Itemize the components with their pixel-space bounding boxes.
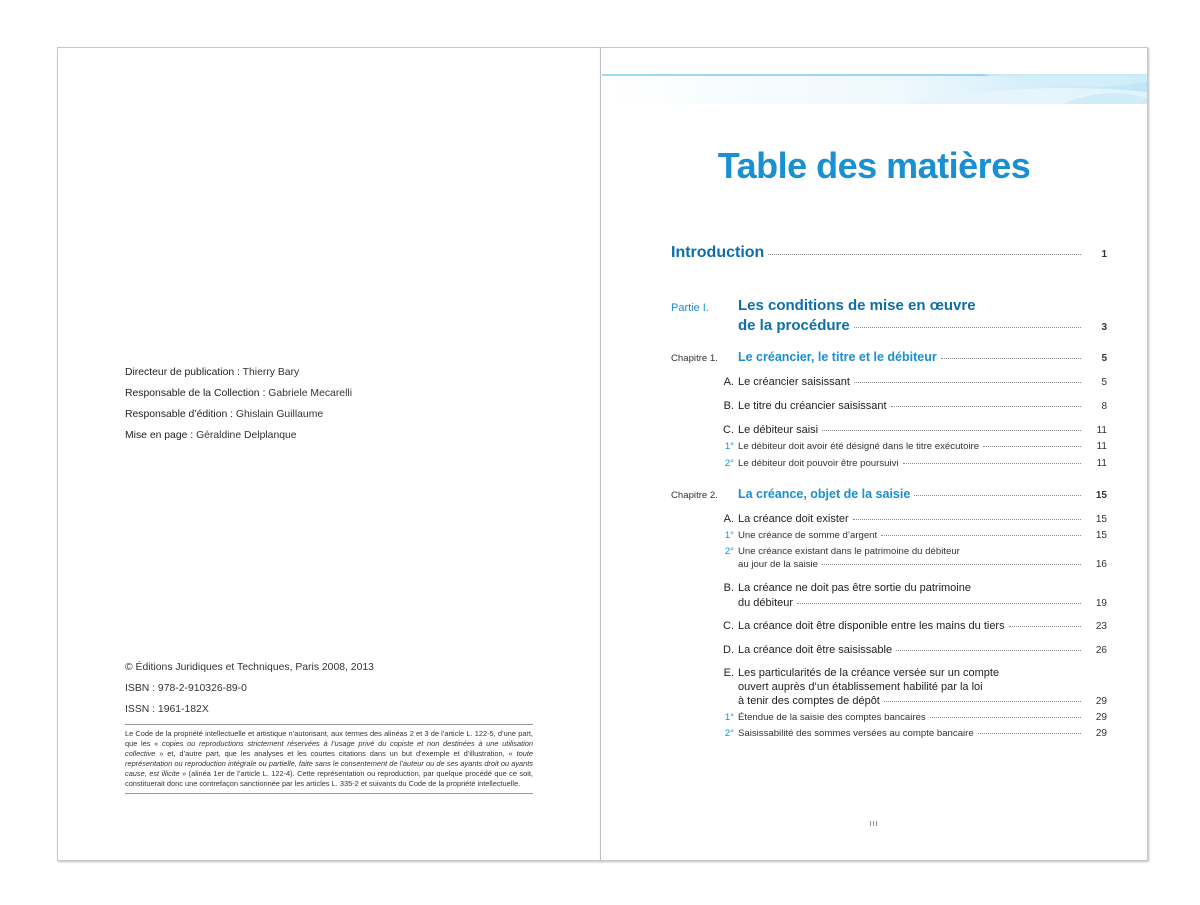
page-number: 15 [1095, 514, 1107, 525]
dot-leader [853, 519, 1081, 520]
page-number: 3 [1101, 322, 1107, 333]
section-key: E. [723, 667, 734, 679]
toc-entry-subsection[interactable] [738, 559, 1107, 570]
credit-label: Mise en page : [125, 430, 194, 441]
page-number: 16 [1095, 559, 1107, 570]
page-number: 5 [1101, 377, 1107, 388]
subsection-key: 1° [724, 712, 734, 723]
part-label: Partie I. [671, 302, 709, 314]
toc-entry-section[interactable] [738, 376, 1107, 388]
page-number: 15 [1095, 490, 1107, 501]
section-title: Le créancier saisissant [738, 376, 850, 388]
issn-line: ISSN : 1961-182X [125, 704, 209, 715]
credit-value: Ghislain Guillaume [235, 409, 324, 420]
section-title: La créance doit être saisissable [738, 644, 893, 656]
toc-entry-subsection[interactable] [738, 441, 1107, 452]
subsection-key: 2° [724, 546, 734, 557]
subsection-title: Étendue de la saisie des comptes bancaires [738, 712, 926, 723]
legal-text: Le Code de la propriété intellectuelle et artistique n’autorisant, aux termes des alinéas 2 et 3 de l’article L. 122-5, d’une part, que les « [125, 729, 533, 749]
subsection-key: 1° [724, 441, 734, 452]
subsection-key: 2° [724, 458, 734, 469]
chapter-title: La créance, objet de la saisie [738, 487, 911, 501]
section-title: La créance doit exister [738, 513, 849, 525]
section-title-line3: à tenir des comptes de dépôt [738, 695, 880, 707]
credit-line [125, 383, 352, 404]
part-title-line2: de la procédure [738, 317, 850, 334]
dot-leader [914, 495, 1081, 496]
section-title-line1: Les particularités de la créance versée sur un compte [738, 667, 1000, 679]
chapter-label: Chapitre 1. [671, 353, 718, 364]
dot-leader [896, 650, 1081, 651]
subsection-title: Saisissabilité des sommes versées au compte bancaire [738, 728, 974, 739]
toc-entry-subsection[interactable] [738, 530, 1107, 541]
credit-line [125, 362, 352, 383]
wave-graphic [602, 74, 1147, 104]
page-number: 11 [1096, 458, 1107, 469]
dot-leader [854, 382, 1081, 383]
page-number: 11 [1096, 425, 1107, 436]
section-title: Le titre du créancier saisissant [738, 400, 887, 412]
page-folio: III [869, 821, 879, 828]
section-key: C. [723, 620, 734, 632]
credit-label: Responsable de la Collection : [125, 388, 266, 399]
chapter-title: Le créancier, le titre et le débiteur [738, 350, 937, 364]
legal-notice [125, 724, 533, 794]
toc-entry-chapter-2[interactable] [738, 487, 1107, 501]
dot-leader [983, 446, 1081, 447]
section-title-line1: La créance ne doit pas être sortie du patrimoine [738, 582, 971, 594]
subsection-title: Une créance de somme d’argent [738, 530, 878, 541]
dot-leader [822, 430, 1081, 431]
subsection-title: Le débiteur doit avoir été désigné dans le titre exécutoire [738, 441, 980, 452]
decorative-wave-band [602, 74, 1147, 104]
dot-leader [822, 564, 1081, 565]
section-key: B. [723, 582, 734, 594]
toc-entry-subsection[interactable] [738, 458, 1107, 469]
credit-label: Directeur de publication : [125, 367, 240, 378]
toc-entry-subsection[interactable] [738, 728, 1107, 739]
dot-leader [854, 327, 1081, 328]
toc-entry-subsection[interactable] [738, 712, 1107, 723]
section-title-line2: du débiteur [738, 597, 794, 609]
part-title-line1: Les conditions de mise en œuvre [738, 297, 976, 314]
toc-entry-section[interactable] [738, 620, 1107, 632]
page-number: 11 [1096, 441, 1107, 452]
section-title: Le débiteur saisi [738, 424, 819, 436]
subsection-title-line2: au jour de la saisie [738, 559, 818, 570]
credit-value: Gabriele Mecarelli [268, 388, 352, 399]
page-number: 29 [1095, 728, 1107, 739]
legal-quote: toute représentation ou reproduction intégrale ou partielle, faite sans le consentement de l’auteur ou de ses ayants droit ou ayants cause, est illicite [125, 749, 534, 779]
credit-line [125, 404, 352, 425]
section-key: C. [723, 424, 734, 436]
dot-leader [884, 701, 1081, 702]
dot-leader [978, 733, 1081, 734]
section-key: A. [723, 376, 734, 388]
subsection-title: Le débiteur doit pouvoir être poursuivi [738, 458, 899, 469]
dot-leader [903, 463, 1081, 464]
copyright-line: © Éditions Juridiques et Techniques, Paris 2008, 2013 [125, 662, 374, 673]
chapter-label: Chapitre 2. [671, 490, 718, 501]
subsection-key: 1° [724, 530, 734, 541]
page-number: 29 [1095, 712, 1107, 723]
credit-line [125, 425, 352, 446]
credits-block [125, 362, 352, 446]
toc-entry-title: Introduction [671, 244, 765, 261]
toc-entry-section[interactable] [738, 424, 1107, 436]
copyright-block [125, 657, 374, 720]
dot-leader [768, 254, 1081, 255]
left-page [57, 47, 601, 861]
isbn-line: ISBN : 978-2-910326-89-0 [125, 683, 247, 694]
section-title: La créance doit être disponible entre les mains du tiers [738, 620, 1005, 632]
section-key: B. [723, 400, 734, 412]
page-number: 15 [1095, 530, 1107, 541]
dot-leader [891, 406, 1081, 407]
toc-entry-section[interactable] [738, 400, 1107, 412]
credit-value: Thierry Bary [242, 367, 300, 378]
toc-entry-introduction[interactable] [671, 244, 1107, 262]
legal-quote: copies ou reproductions strictement réservées à l’usage privé du copiste et non destinées à une utilisation collective [125, 739, 533, 759]
section-title-line2: ouvert auprès d’un établissement habilité par la loi [738, 681, 983, 693]
page-number: 29 [1095, 696, 1107, 707]
page-number: 23 [1095, 621, 1107, 632]
toc-entry-chapter-1[interactable] [738, 350, 1107, 364]
credit-value: Géraldine Delplanque [196, 430, 297, 441]
right-page [600, 47, 1148, 861]
toc-entry-section[interactable] [738, 695, 1107, 707]
subsection-title-line1: Une créance existant dans le patrimoine du débiteur [738, 546, 960, 557]
toc-entry-section[interactable] [738, 513, 1107, 525]
credit-label: Responsable d’édition : [125, 409, 234, 420]
page-number: 1 [1101, 249, 1107, 260]
dot-leader [881, 535, 1081, 536]
dot-leader [1009, 626, 1081, 627]
dot-leader [930, 717, 1081, 718]
toc-entry-section[interactable] [738, 644, 1107, 656]
legal-text: » et, d’autre part, que les analyses et les courtes citations dans un but d’exemple et d’illustration, « [159, 749, 513, 759]
toc-entry-part-1[interactable] [738, 317, 1107, 334]
subsection-key: 2° [724, 728, 734, 739]
page-number: 8 [1101, 401, 1107, 412]
page-number: 5 [1101, 353, 1107, 364]
dot-leader [941, 358, 1081, 359]
section-key: A. [723, 513, 734, 525]
page-number: 26 [1095, 645, 1107, 656]
page-title: Table des matières [717, 145, 1031, 186]
section-key: D. [723, 644, 734, 656]
legal-text: » (alinéa 1er de l’article L. 122-4). Cette représentation ou reproduction, par quelque procédé que ce soit, constituerait donc une contrefaçon sanctionnée par les articles L. 335-2 et suivants du Code de la propriété intellectuelle. [125, 769, 533, 789]
page-number: 19 [1095, 598, 1107, 609]
toc-entry-section[interactable] [738, 597, 1107, 609]
dot-leader [797, 603, 1081, 604]
book-spread [57, 47, 1147, 859]
